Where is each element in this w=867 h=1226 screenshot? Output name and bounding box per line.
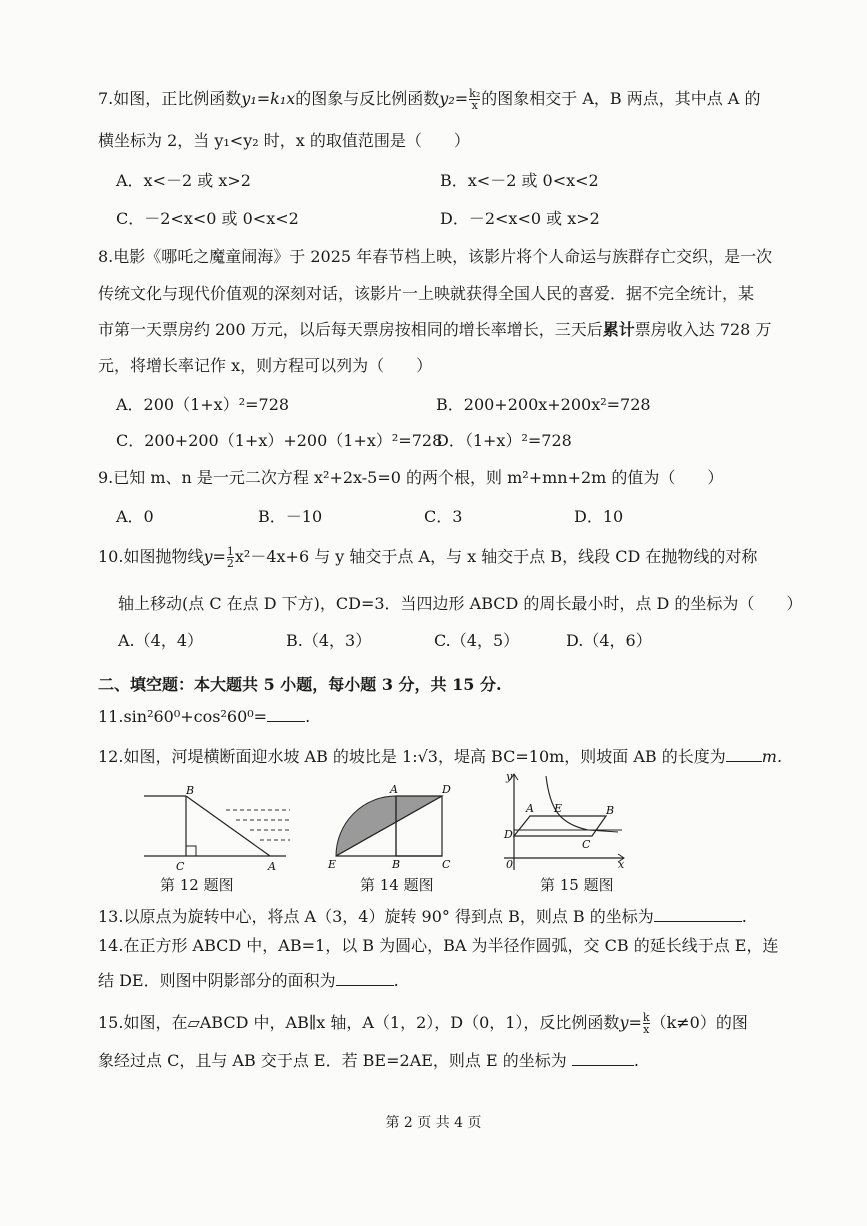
q7-option-a: A．x<－2 或 x>2 [116,171,251,190]
fig15-label-o: 0 [506,858,513,871]
q13-text: 13.以原点为旋转中心，将点 A（3，4）旋转 90° 得到点 B，则点 B 的坐标为 [98,907,654,926]
q15-func: y= [619,1013,642,1032]
frac-numerator: 1 [226,545,234,558]
q10-option-a: A.（4，4） [118,631,204,650]
fig14-label-e: E [328,858,337,871]
q11-line [98,705,310,728]
q8-option-b: B．200+200x+200x²=728 [436,395,651,414]
fig15-label-c: C [582,838,591,851]
q7-func1: y₁=k₁x [241,89,296,108]
q10-option-d: D.（4，6） [566,631,652,650]
figure-12 [140,784,300,874]
fig12-label-c: C [176,860,185,873]
q7-option-b: B．x<－2 或 0<x<2 [440,171,599,190]
q10-func: y= [203,547,226,566]
q10-line2: 轴上移动(点 C 在点 D 下方)，CD=3．当四边形 ABCD 的周长最小时，点 D 的坐标为（ ） [118,594,803,613]
q14-text: 结 DE．则图中阴影部分的面积为 [98,971,336,990]
q8-line4: 元，将增长率记作 x，则方程可以列为（ ） [98,356,433,375]
frac-denominator: x [469,99,480,111]
q8-option-d: D．（1+x）²=728 [436,431,572,450]
figure-14 [322,782,462,874]
q13-end: . [741,907,747,926]
q12-unit: m. [761,747,783,766]
q14-line2 [98,969,399,992]
q15-fraction [643,1012,650,1035]
frac-denominator: x [643,1023,650,1036]
section-heading: 二、填空题：本大题共 5 小题，每小题 3 分，共 15 分. [98,675,502,694]
q10-text: x²－4x+6 与 y 轴交于点 A，与 x 轴交于点 B，线段 CD 在抛物线的对称 [234,547,758,566]
fig15-label-b: B [606,804,615,817]
q7-option-d: D．－2<x<0 或 x>2 [440,209,600,228]
q8-option-a: A．200（1+x）²=728 [116,395,290,414]
q12-line [98,745,782,768]
q7-text: 的图象与反比例函数 [295,89,440,108]
q7-text: 7.如图，正比例函数 [98,89,242,108]
q10-text: 10.如图抛物线 [98,547,204,566]
fig14-label-c: C [442,858,451,871]
q15-text: 象经过点 C，且与 AB 交于点 E．若 BE=2AE，则点 E 的坐标为 [98,1051,567,1070]
q11-answer-blank [267,705,305,722]
q12-sqrt: √3 [417,747,438,766]
q9-line1: 9.已知 m、n 是一元二次方程 x²+2x-5=0 的两个根，则 m²+mn+2m 的值为（ ） [98,468,724,487]
fig15-caption: 第 15 题图 [540,876,614,894]
q7-option-c: C．－2<x<0 或 0<x<2 [116,209,299,228]
fig14-label-d: D [442,783,451,796]
q14-end: . [393,971,399,990]
q10-option-c: C.（4，5） [434,631,520,650]
q8-line3 [98,319,771,341]
q12-text: 12.如图，河堤横断面迎水坡 AB 的坡比是 1: [98,747,418,766]
q10-fraction [227,546,234,569]
q15-end: . [633,1051,639,1070]
q14-answer-blank [336,969,394,986]
q8-text: 票房收入达 728 万 [634,320,772,339]
q12-text: ，堤高 BC=10m，则坡面 AB 的长度为 [437,747,726,766]
q8-line1: 8.电影《哪吒之魔童闹海》于 2025 年春节档上映，该影片将个人命运与族群存亡交织，是一次 [98,247,773,266]
fig12-label-b: B [186,784,195,797]
q9-option-b: B．－10 [258,507,323,526]
q11-text: 11.sin²60⁰+cos²60⁰= [98,707,268,726]
frac-numerator: k [642,1011,650,1024]
q8-emphasis: 累计 [602,320,635,339]
fig14-caption: 第 14 题图 [360,876,434,894]
q9-option-d: D．10 [574,507,624,526]
fig15-label-d: D [504,828,513,841]
fig14-label-a: A [390,783,398,796]
q7-text: 的图象相交于 A，B 两点，其中点 A 的 [481,89,761,108]
q7-line2: 横坐标为 2，当 y₁<y₂ 时，x 的取值范围是（ ） [98,131,470,150]
q10-line1 [98,546,757,569]
q8-text: 市第一天票房约 200 万元，以后每天票房按相同的增长率增长，三天后 [98,320,603,339]
figure-15 [498,770,628,874]
q9-option-a: A．0 [116,507,154,526]
frac-denominator: 2 [226,557,234,570]
q12-answer-blank [726,745,762,762]
q11-end: . [305,707,311,726]
frac-numerator: k₂ [469,87,481,100]
q13-answer-blank [654,905,742,922]
q15-answer-blank [572,1049,634,1066]
q15-line2 [98,1049,639,1072]
q7-fraction [469,88,480,111]
fig15-label-e: E [554,802,563,815]
q8-option-c: C．200+200（1+x）+200（1+x）²=728 [116,431,443,450]
q7-line1 [98,88,760,111]
page-footer: 第 2 页 共 4 页 [385,1115,482,1131]
q10-option-b: B.（4，3） [286,631,372,650]
q8-line2: 传统文化与现代价值观的深刻对话，该影片一上映就获得全国人民的喜爱．据不完全统计，某 [98,284,755,303]
q14-line1: 14.在正方形 ABCD 中，AB=1，以 B 为圆心，BA 为半径作圆弧，交 CB 的延长线于点 E，连 [98,936,779,955]
fig12-caption: 第 12 题图 [160,876,234,894]
q15-line1 [98,1012,748,1035]
q7-func2: y₂= [439,89,469,108]
fig14-label-b: B [392,858,401,871]
fig12-label-a: A [268,860,276,873]
q13-line [98,905,747,928]
q15-text: 15.如图，在▱ABCD 中，AB∥x 轴，A（1，2），D（0，1），反比例函数 [98,1013,620,1032]
fig15-label-x: x [618,858,625,871]
q15-text: （k≠0）的图 [650,1013,748,1032]
fig15-label-y: y [506,770,513,783]
fig15-label-a: A [526,802,534,815]
q9-option-c: C．3 [424,507,463,526]
